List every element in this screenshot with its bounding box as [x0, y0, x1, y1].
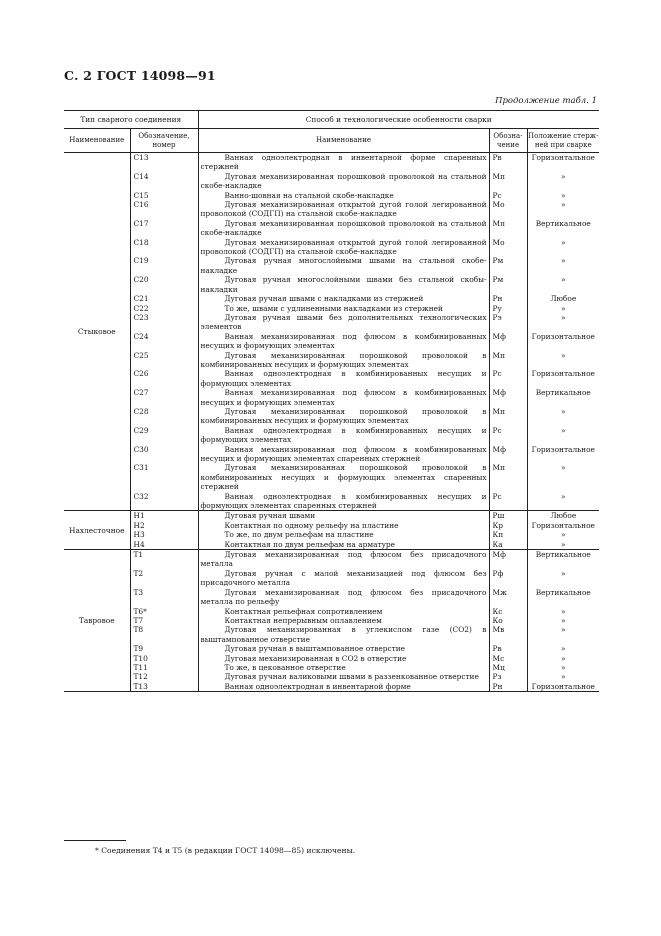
method-code: Мф: [489, 332, 527, 351]
method-code: Мф: [489, 550, 527, 569]
method-code: Рс: [489, 191, 527, 200]
table-row: [64, 275, 599, 294]
method-code: Мп: [489, 463, 527, 491]
method-description: [198, 332, 489, 351]
method-description: [198, 294, 489, 303]
bar-position: Горизонтальное: [527, 521, 599, 530]
method-code: Мф: [489, 388, 527, 407]
method-text: То же, швами с удлиненными накладками из стержней: [224, 303, 443, 313]
table-row: [64, 238, 599, 257]
method-code: Мо: [489, 200, 527, 219]
method-code: Ко: [489, 616, 527, 625]
method-code: Рэ: [489, 313, 527, 332]
joint-designation: С26: [130, 369, 198, 388]
joint-designation: С23: [130, 313, 198, 332]
bar-position: »: [527, 238, 599, 257]
table-row: [64, 388, 599, 407]
method-text: Ванная одноэлектродная в инвентарной форме спаренных стержней: [200, 153, 487, 172]
table-row: [64, 530, 599, 539]
joint-designation: С28: [130, 407, 198, 426]
method-description: [198, 511, 489, 521]
table-row: [64, 445, 599, 464]
table-row: [64, 654, 599, 663]
joint-designation: С15: [130, 191, 198, 200]
group-name: Стыковое: [77, 327, 116, 337]
method-description: [198, 153, 489, 172]
table-row: [64, 191, 599, 200]
joint-designation: С16: [130, 200, 198, 219]
table-continuation-label: Продолжение табл. 1: [495, 96, 597, 106]
method-text: То же, по двум рельефам на пластине: [224, 530, 374, 540]
table-row: [64, 511, 599, 521]
method-code: Рв: [489, 153, 527, 172]
method-code: Мц: [489, 663, 527, 672]
method-description: [198, 521, 489, 530]
method-code: Рз: [489, 672, 527, 681]
col-code: Обозна- чение: [489, 129, 527, 153]
method-code: Рм: [489, 275, 527, 294]
table-row: [64, 625, 599, 644]
col-method-name: Наименование: [198, 129, 489, 153]
method-description: [198, 219, 489, 238]
bar-position: Горизонтальное: [527, 445, 599, 464]
method-text: Дуговая ручная многослойными швами на стальной скобе-накладке: [200, 256, 487, 275]
method-code: Мж: [489, 588, 527, 607]
method-text: Дуговая механизированная порошковой проволокой в комбинированных несущих и формующих элементах: [200, 406, 487, 426]
method-description: [198, 530, 489, 539]
method-text: Дуговая ручная швами с накладками из стержней: [224, 294, 424, 304]
bar-position: »: [527, 463, 599, 491]
method-code: Кр: [489, 521, 527, 530]
method-code: Рм: [489, 256, 527, 275]
col-position: Положение стерж- ней при сварке: [527, 129, 599, 153]
method-text: Дуговая ручная валиковыми швами в раззенкованное отверстие: [224, 672, 479, 682]
method-code: Мв: [489, 625, 527, 644]
joint-designation: С31: [130, 463, 198, 491]
table-row: [64, 407, 599, 426]
bar-position: »: [527, 616, 599, 625]
joint-designation: Т13: [130, 682, 198, 692]
joint-designation: С13: [130, 153, 198, 172]
bar-position: »: [527, 540, 599, 550]
method-code: Мс: [489, 654, 527, 663]
joint-designation: Т8: [130, 625, 198, 644]
method-text: Дуговая механизированная порошковой проволокой в комбинированных несущих и формующих элементах спаренных стержней: [200, 463, 487, 492]
method-description: [198, 369, 489, 388]
joint-designation: С27: [130, 388, 198, 407]
joint-designation: С14: [130, 172, 198, 191]
method-description: [198, 238, 489, 257]
page-header: С. 2 ГОСТ 14098—91: [64, 68, 216, 83]
method-code: Рс: [489, 369, 527, 388]
method-description: [198, 569, 489, 588]
bar-position: »: [527, 172, 599, 191]
bar-position: Горизонтальное: [527, 332, 599, 351]
method-description: [198, 256, 489, 275]
table-row: [64, 304, 599, 313]
bar-position: »: [527, 530, 599, 539]
method-code: Ка: [489, 540, 527, 550]
welding-table: [64, 110, 599, 692]
method-text: Дуговая ручная швами: [224, 511, 316, 521]
table-row: [64, 351, 599, 370]
bar-position: »: [527, 492, 599, 511]
joint-designation: С19: [130, 256, 198, 275]
table-row: [64, 219, 599, 238]
method-description: [198, 388, 489, 407]
bar-position: Горизонтальное: [527, 682, 599, 692]
method-description: [198, 351, 489, 370]
joint-designation: Т9: [130, 644, 198, 653]
method-code: Мп: [489, 172, 527, 191]
method-code: Рс: [489, 426, 527, 445]
bar-position: Горизонтальное: [527, 369, 599, 388]
footnote: * Соединения Т4 и Т5 (в редакции ГОСТ 14098—85) исключены.: [95, 846, 356, 855]
method-text: Контактная рельефная сопротивлением: [224, 606, 383, 616]
method-text: Ванная механизированная под флюсом в комбинированных несущих и формующих элементах спаренных стержней: [200, 444, 487, 463]
table-row: [64, 588, 599, 607]
joint-designation: Т12: [130, 672, 198, 681]
bar-position: »: [527, 663, 599, 672]
method-code: Рн: [489, 682, 527, 692]
bar-position: »: [527, 672, 599, 681]
bar-position: »: [527, 200, 599, 219]
bar-position: »: [527, 275, 599, 294]
method-text: Ванная одноэлектродная в комбинированных несущих и формующих элементах: [200, 425, 487, 445]
joint-designation: Н4: [130, 540, 198, 550]
joint-designation: Н2: [130, 521, 198, 530]
bar-position: Любое: [527, 511, 599, 521]
table-row: [64, 540, 599, 550]
joint-designation: С20: [130, 275, 198, 294]
method-code: Кп: [489, 530, 527, 539]
bar-position: »: [527, 313, 599, 332]
method-text: То же, в цекованное отверстие: [224, 662, 346, 672]
col-name: Наименование: [64, 129, 130, 153]
table-row: [64, 153, 599, 172]
method-description: [198, 426, 489, 445]
bar-position: Любое: [527, 294, 599, 303]
joint-designation: С32: [130, 492, 198, 511]
bar-position: Горизонтальное: [527, 153, 599, 172]
method-text: Дуговая механизированная под флюсом без присадочного металла: [200, 550, 487, 569]
method-text: Дуговая механизированная порошковой проволокой на стальной скобе-накладке: [200, 171, 487, 191]
group-name: Нахлесточное: [69, 525, 125, 535]
method-description: [198, 654, 489, 663]
table-row: [64, 313, 599, 332]
method-description: [198, 616, 489, 625]
joint-designation: Н3: [130, 530, 198, 539]
method-description: [198, 550, 489, 569]
bar-position: »: [527, 407, 599, 426]
table-row: [64, 369, 599, 388]
bar-position: »: [527, 569, 599, 588]
table-row: [64, 200, 599, 219]
joint-designation: С25: [130, 351, 198, 370]
method-text: Контактная по двум рельефам на арматуре: [224, 539, 396, 549]
method-text: Дуговая механизированная порошковой проволокой на стальной скобе-накладке: [200, 218, 487, 238]
method-code: Мо: [489, 238, 527, 257]
method-text: Ванная одноэлектродная в инвентарной форме: [224, 681, 411, 691]
table-row: [64, 256, 599, 275]
joint-designation: Т3: [130, 588, 198, 607]
method-text: Дуговая механизированная открытой дугой голой легированной проволокой (СОДГП) на стальной скобе-накладке: [200, 237, 487, 257]
joint-designation: Т11: [130, 663, 198, 672]
joint-designation: С17: [130, 219, 198, 238]
bar-position: Вертикальное: [527, 550, 599, 569]
bar-position: »: [527, 644, 599, 653]
joint-designation: Т7: [130, 616, 198, 625]
table-row: [64, 663, 599, 672]
table-row: [64, 426, 599, 445]
table-row: [64, 172, 599, 191]
method-description: [198, 313, 489, 332]
joint-designation: Т10: [130, 654, 198, 663]
method-description: [198, 172, 489, 191]
bar-position: Вертикальное: [527, 588, 599, 607]
method-description: [198, 200, 489, 219]
col-designation: Обозначение, номер: [130, 129, 198, 153]
method-text: Дуговая механизированная порошковой проволокой в комбинированных несущих и формующих элементах: [200, 350, 487, 369]
method-text: Дуговая ручная в выштампованное отверстие: [224, 644, 406, 654]
bar-position: »: [527, 304, 599, 313]
table-row: [64, 294, 599, 303]
footnote-rule: [64, 840, 126, 841]
method-text: Дуговая механизированная в CO2 в отверстие: [224, 653, 407, 663]
table-row: [64, 463, 599, 491]
table-body: [64, 153, 599, 692]
method-code: Мп: [489, 407, 527, 426]
joint-designation: Т6*: [130, 607, 198, 616]
joint-designation: С18: [130, 238, 198, 257]
method-text: Контактная непрерывным оплавлением: [224, 615, 382, 625]
bar-position: »: [527, 426, 599, 445]
table-row: [64, 607, 599, 616]
method-text: Ванная одноэлектродная в комбинированных несущих и формующих элементах: [200, 369, 487, 388]
method-description: [198, 625, 489, 644]
bar-position: »: [527, 191, 599, 200]
method-code: Рс: [489, 492, 527, 511]
bar-position: »: [527, 351, 599, 370]
table-row: [64, 521, 599, 530]
bar-position: »: [527, 625, 599, 644]
joint-designation: С22: [130, 304, 198, 313]
method-description: [198, 304, 489, 313]
joint-designation: С21: [130, 294, 198, 303]
table-row: [64, 644, 599, 653]
method-description: [198, 492, 489, 511]
method-description: [198, 663, 489, 672]
method-text: Ванная механизированная под флюсом в комбинированных несущих и формующих элементах: [200, 331, 487, 351]
method-description: [198, 644, 489, 653]
joint-designation: С30: [130, 445, 198, 464]
method-text: Дуговая ручная с малой механизацией под флюсом без присадочного металла: [200, 568, 487, 588]
table-row: [64, 332, 599, 351]
method-text: Дуговая ручная швами без дополнительных технологических элементов: [200, 312, 487, 332]
method-code: Кс: [489, 607, 527, 616]
col-group-method: Способ и технологические особенности сварки: [198, 111, 599, 129]
table-row: [64, 492, 599, 511]
method-code: Рф: [489, 569, 527, 588]
method-code: Рш: [489, 511, 527, 521]
method-code: Рн: [489, 294, 527, 303]
method-description: [198, 672, 489, 681]
method-code: Мф: [489, 445, 527, 464]
joint-designation: С24: [130, 332, 198, 351]
method-description: [198, 588, 489, 607]
method-description: [198, 407, 489, 426]
method-description: [198, 607, 489, 616]
group-name: Тавровое: [78, 615, 115, 625]
method-description: [198, 275, 489, 294]
bar-position: »: [527, 607, 599, 616]
method-description: [198, 540, 489, 550]
method-text: Дуговая ручная многослойными швами без стальной скобы-накладки: [200, 275, 487, 294]
joint-designation: Т2: [130, 569, 198, 588]
table-row: [64, 569, 599, 588]
method-code: Мп: [489, 351, 527, 370]
method-text: Дуговая механизированная под флюсом без присадочного металла по рельефу: [200, 587, 487, 607]
bar-position: Вертикальное: [527, 219, 599, 238]
joint-designation: С29: [130, 426, 198, 445]
method-text: Контактная по одному рельефу на пластине: [224, 520, 399, 530]
bar-position: »: [527, 256, 599, 275]
bar-position: Вертикальное: [527, 388, 599, 407]
table-row: [64, 550, 599, 569]
method-text: Дуговая механизированная открытой дугой голой легированной проволокой (СОДГП) на стальной скобе-накладке: [200, 200, 487, 219]
method-text: Ванная механизированная под флюсом в комбинированных несущих и формующих элементах: [200, 388, 487, 407]
method-code: Мп: [489, 219, 527, 238]
method-description: [198, 463, 489, 491]
joint-designation: Т1: [130, 550, 198, 569]
bar-position: »: [527, 654, 599, 663]
table-row: [64, 672, 599, 681]
method-code: Ру: [489, 304, 527, 313]
method-description: [198, 191, 489, 200]
joint-designation: Н1: [130, 511, 198, 521]
method-description: [198, 682, 489, 692]
col-group-type: Тип сварного соединения: [64, 111, 198, 129]
method-description: [198, 445, 489, 464]
method-text: Ванно-шовная на стальной скобе-накладке: [224, 190, 394, 200]
method-text: Дуговая механизированная в углекислом газе (CO2) в выштампованное отверстие: [200, 625, 487, 644]
table-row: [64, 616, 599, 625]
method-text: Ванная одноэлектродная в комбинированных несущих и формующих элементах спаренных стержней: [200, 491, 487, 511]
method-code: Рв: [489, 644, 527, 653]
table-row: [64, 682, 599, 692]
